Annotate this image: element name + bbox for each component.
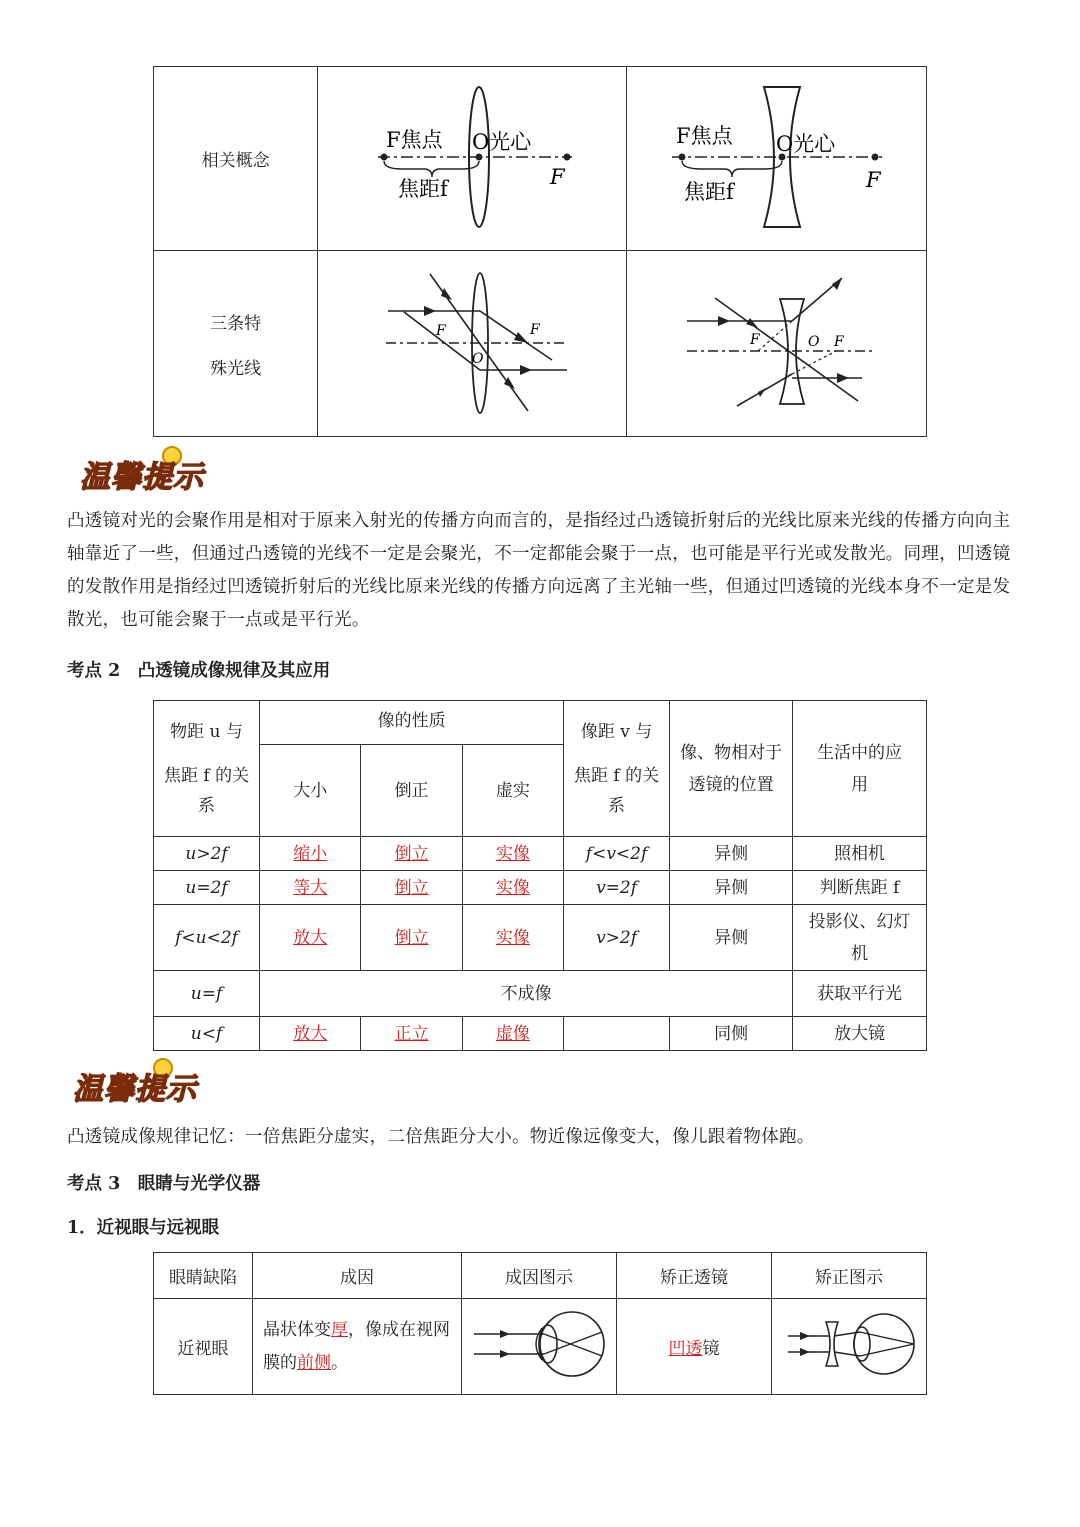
- concave-rays-left-f: F: [749, 332, 760, 348]
- convex-rays-left-f: F: [436, 323, 446, 339]
- header-defect: 眼睛缺陷: [154, 1253, 253, 1299]
- convex-imaging-table: [153, 700, 927, 1051]
- myopia-cause-diagram: [464, 1304, 614, 1384]
- myopia-label: 近视眼: [154, 1299, 253, 1395]
- concave-center-label: O光心: [775, 132, 835, 156]
- myopia-fix-diagram-cell: [772, 1299, 927, 1395]
- convex-special-rays-cell: [318, 251, 627, 437]
- section3-subheading: 1．近视眼与远视眼: [67, 1218, 220, 1238]
- header-size: 大小: [260, 745, 361, 837]
- header-cause: 成因: [253, 1253, 462, 1299]
- convex-focus-label: F焦点: [386, 128, 443, 152]
- concave-rays-right-f: F: [833, 334, 844, 350]
- header-relative-position: 像、物相对于透镜的位置: [670, 701, 793, 837]
- warm-tip-badge-1: 温馨提示: [80, 446, 210, 494]
- header-object-distance: 物距 u 与 焦距 f 的关 系: [154, 701, 260, 837]
- concave-special-rays-cell: [627, 251, 927, 437]
- myopia-cause-diagram-cell: [462, 1299, 617, 1395]
- header-image-distance: 像距 v 与 焦距 f 的关 系: [564, 701, 670, 837]
- convex-rays-o: O: [472, 351, 484, 367]
- lens-concepts-table: [153, 66, 927, 437]
- convex-rays-right-f: F: [530, 322, 540, 338]
- concave-special-rays-diagram: [632, 256, 922, 426]
- table-row: u=2f 等大 倒立 实像 v=2f 异侧 判断焦距 f: [154, 871, 927, 905]
- tip2-paragraph: 凸透镜成像规律记忆：一倍焦距分虚实，二倍焦距分大小。物近像远像变大，像儿跟着物体跑。: [67, 1127, 815, 1147]
- myopia-lens: 凹透镜: [617, 1299, 772, 1395]
- tip1-paragraph: 凸透镜对光的会聚作用是相对于原来入射光的传播方向而言的，是指经过凸透镜折射后的光线比原来光线的传播方向向主轴靠近了一些，但通过凸透镜的光线不一定是会聚光，不一定都能会聚于一点，也可能是平行光或发散光。同理，凹透镜的发散作用是指经过凹透镜折射后的光线比原来光线的传播方向远离了主光轴一些，但通过凹透镜的光线本身不一定是发散光，也可能会聚于一点或是平行光。: [67, 511, 1011, 630]
- header-fix-diagram: 矫正图示: [772, 1253, 927, 1299]
- table-row: u<f 放大 正立 虚像 同侧 放大镜: [154, 1017, 927, 1051]
- myopia-cause: 晶状体变厚，像成在视网膜的前侧。: [253, 1299, 462, 1395]
- section2-heading: 考点 2 凸透镜成像规律及其应用: [67, 661, 331, 681]
- convex-focal-length-label: 焦距f: [398, 177, 448, 201]
- concave-right-focus-label: F: [865, 168, 881, 192]
- section3-heading: 考点 3 眼睛与光学仪器: [67, 1174, 261, 1194]
- concave-lens-concept-diagram: [632, 71, 922, 241]
- convex-lens-concept-diagram: [322, 71, 622, 241]
- related-concepts-label: 相关概念: [154, 67, 318, 251]
- header-application: 生活中的应用: [793, 701, 927, 837]
- warm-tip-badge-2: 温馨提示: [73, 1058, 203, 1106]
- header-orientation: 倒正: [361, 745, 462, 837]
- eye-defects-table: [153, 1252, 927, 1395]
- header-real-virtual: 虚实: [462, 745, 563, 837]
- header-image-properties: 像的性质: [260, 701, 564, 745]
- table-row: u=f 不成像 获取平行光: [154, 971, 927, 1017]
- special-rays-label: 三条特 殊光线: [154, 251, 318, 437]
- concave-focus-label: F焦点: [675, 124, 733, 148]
- concave-rays-o: O: [807, 334, 820, 350]
- concave-focal-length-label: 焦距f: [683, 180, 734, 204]
- table-row: f<u<2f 放大 倒立 实像 v>2f 异侧 投影仪、幻灯机: [154, 905, 927, 971]
- convex-center-label: O光心: [472, 130, 532, 154]
- header-cause-diagram: 成因图示: [462, 1253, 617, 1299]
- table-row: u>2f 缩小 倒立 实像 f<v<2f 异侧 照相机: [154, 837, 927, 871]
- convex-lens-concept-cell: [318, 67, 627, 251]
- convex-special-rays-diagram: [322, 256, 622, 426]
- concave-lens-concept-cell: [627, 67, 927, 251]
- header-lens: 矫正透镜: [617, 1253, 772, 1299]
- convex-right-focus-label: F: [550, 165, 565, 189]
- myopia-fix-diagram: [774, 1304, 924, 1384]
